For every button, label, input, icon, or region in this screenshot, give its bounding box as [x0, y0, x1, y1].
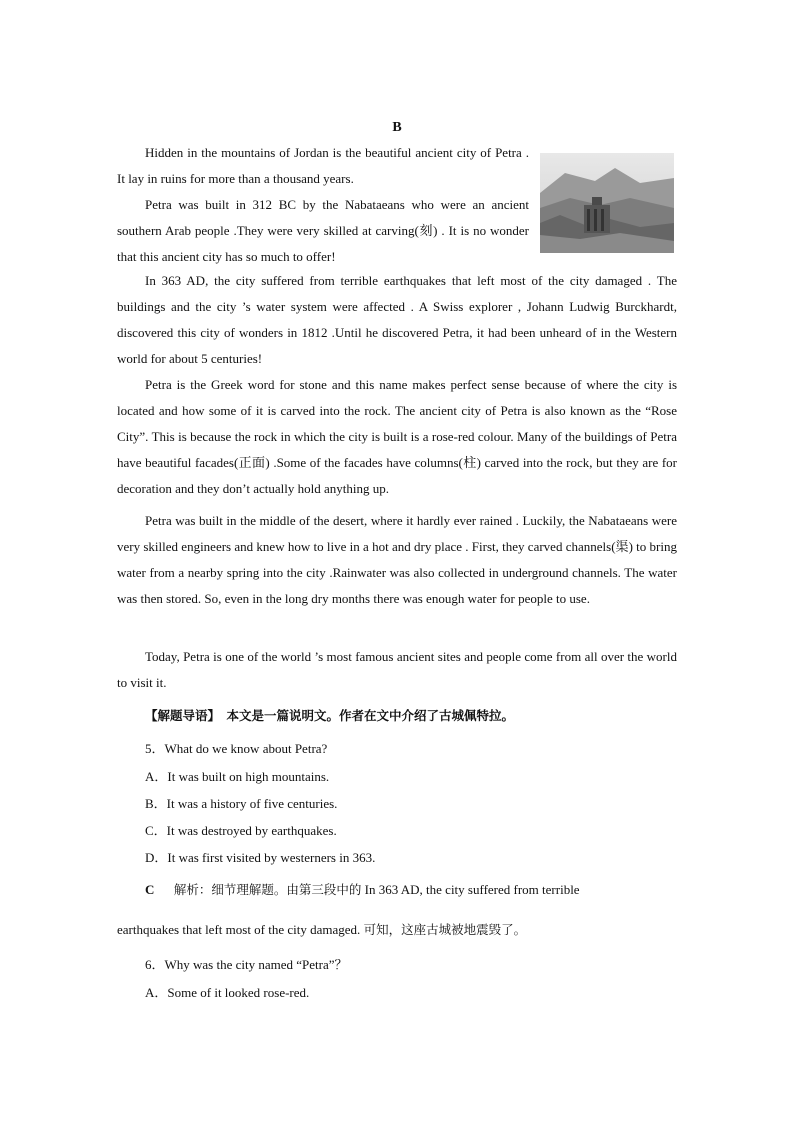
question-5-option-d: D．It was first visited by westerners in 363.: [145, 850, 376, 865]
question-5-option-c: C．It was destroyed by earthquakes.: [145, 823, 337, 838]
question-6-stem: 6．Why was the city named “Petra”？: [145, 957, 348, 972]
passage-paragraph-5: Petra was built in the middle of the desert, where it hardly ever rained . Luckily, the Nabataeans were very skilled engineers and knew how to live in a hot and dry place . First, they carved channels(渠) to bring water from a nearby spring into the city .Rainwater was also collected in underground channels. The water was then stored. So, even in the long dry months there was enough water for people to use.: [117, 513, 677, 606]
passage-paragraph-1: Hidden in the mountains of Jordan is the beautiful ancient city of Petra . It lay in ruins for more than a thousand years.: [117, 145, 529, 186]
question-6-option-a: A．Some of it looked rose-red.: [145, 985, 310, 1000]
section-title: B: [392, 120, 402, 135]
passage-paragraph-4: Petra is the Greek word for stone and this name makes perfect sense because of where the city is located and how some of it is carved into the rock. The ancient city of Petra is also known as the “Rose City”. This is because the rock in which the city is built is a rose-red colour. Many of the buildings of Petra have beautiful facades(正面) .Some of the facades have columns(柱) carved into the rock, but they are for decoration and they don’t actually hold anything up.: [117, 377, 677, 496]
question-5-answer: C: [145, 882, 155, 897]
passage-paragraph-6: Today, Petra is one of the world ’s most famous ancient sites and people come from all over the world to visit it.: [117, 649, 677, 690]
passage-paragraph-3: In 363 AD, the city suffered from terrible earthquakes that left most of the city damaged . The buildings and the city ’s water system were affected . A Swiss explorer , Johann Ludwig Burckhardt, discovered this city of wonders in 1812 .Until he discovered Petra, it had been unheard of in the Western world for about 5 centuries!: [117, 273, 677, 366]
question-5-option-a: A．It was built on high mountains.: [145, 769, 330, 784]
petra-monastery-photo: [540, 153, 674, 253]
question-5-analysis-line-1: C 解析：细节理解题。由第三段中的 In 363 AD, the city suffered from terrible: [145, 882, 580, 897]
question-5-analysis-line-2: earthquakes that left most of the city damaged. 可知，这座古城被地震毁了。: [117, 922, 527, 937]
question-5-stem: 5．What do we know about Petra?: [145, 741, 328, 756]
passage-paragraph-2: Petra was built in 312 BC by the Nabataeans who were an ancient southern Arab people .They were very skilled at carving(刻) . It is no wonder that this ancient city has so much to offer!: [117, 197, 529, 264]
question-5-option-b: B．It was a history of five centuries.: [145, 796, 338, 811]
guide-note: 【解题导语】 本文是一篇说明文。作者在文中介绍了古城佩特拉。: [145, 708, 515, 723]
